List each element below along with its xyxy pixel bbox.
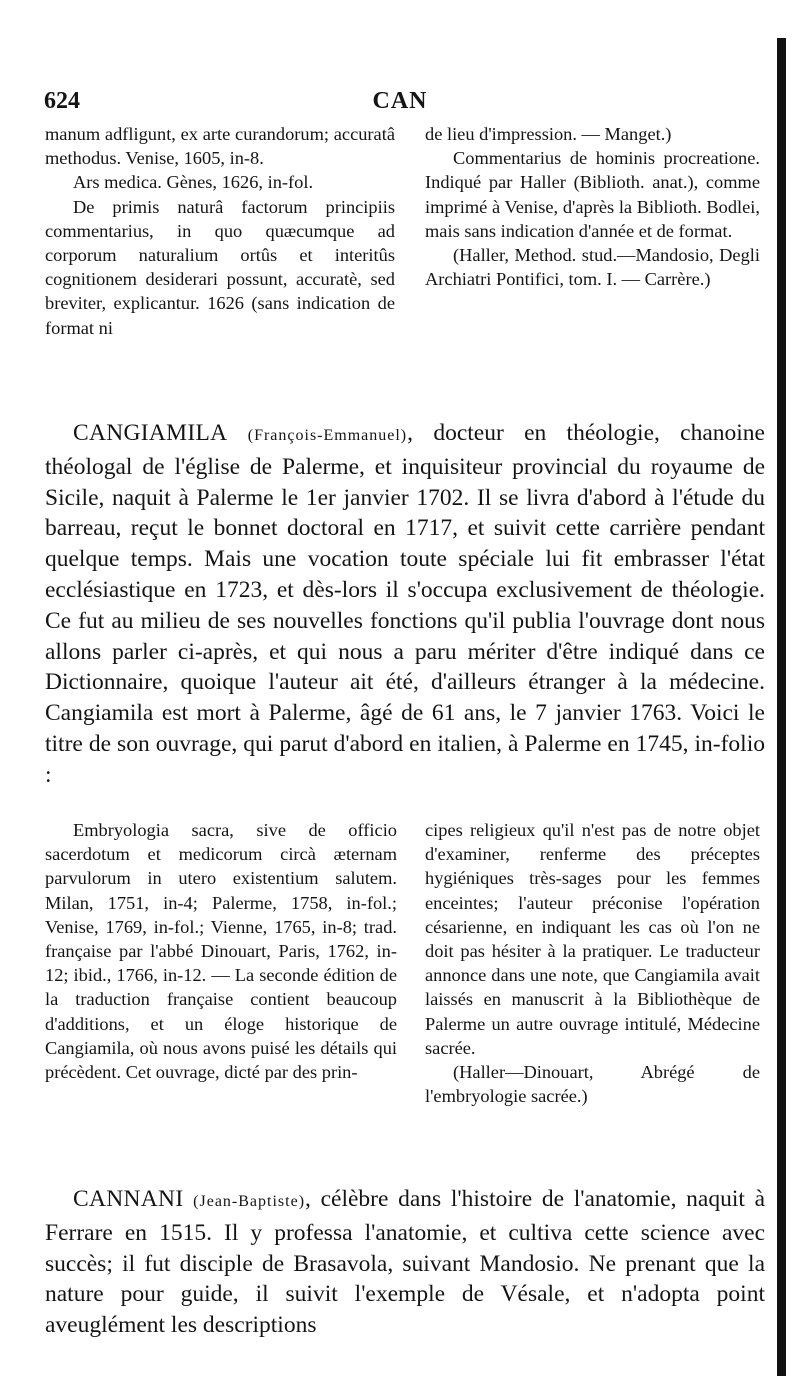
top-right-paragraph-1: de lieu d'impression. — Manget.) xyxy=(425,124,672,144)
entry-forenames: (François-Emmanuel) xyxy=(247,427,408,444)
entry-headword: CANGIAMILA xyxy=(73,420,228,446)
entry-cangiamila xyxy=(45,418,765,791)
running-head xyxy=(0,88,760,118)
mid-right-column xyxy=(425,818,760,1108)
mid-left-paragraph-1: Embryologia sacra, sive de officio sacerdotum et medicorum circà æternam parvulorum in utero existentium salutem. Milan, 1751, in-4; Palerme, 1758, in-fol.; Venise, 1769, in-fol.; Vienne, 1765, in-8; trad. française par l'abbé Dinouart, Paris, 1762, in-12; ibid., 1766, in-12. — La seconde édition de la traduction française contient beaucoup d'additions, et un éloge historique de Cangiamila, où nous avons puisé les détails qui précèdent. Cet ouvrage, dicté par des prin- xyxy=(45,820,397,1083)
mid-left-column xyxy=(45,818,397,1084)
mid-right-paragraph-1: cipes religieux qu'il n'est pas de notre objet d'examiner, renferme des préceptes hygiéniques très-sages pour les femmes enceintes; l'auteur préconise l'opération césarienne, en indiquant les cas où l'on ne doit pas hésiter à la pratiquer. Le traducteur annonce dans une note, que Cangiamila avait laissés en manuscrit à la Bibliothèque de Palerme un autre ouvrage intitulé, Médecine sacrée. xyxy=(425,820,760,1058)
running-title: CAN xyxy=(372,88,428,114)
entry-body: , docteur en théologie, chanoine théologal de l'église de Palerme, et inquisiteur provincial du royaume de Sicile, naquit à Palerme le 1er janvier 1702. Il se livra d'abord à l'étude du barreau, reçut le bonnet doctoral en 1717, et suivit cette carrière pendant quelque temps. Mais une vocation toute spéciale lui fit embrasser l'état ecclésiastique en 1723, et dès-lors il s'occupa exclusivement de théologie. Ce fut au milieu de ses nouvelles fonctions qu'il publia l'ouvrage dont nous allons parler ci-après, et qui nous a paru mériter d'être indiqué dans ce Dictionnaire, quoique l'auteur ait été, d'ailleurs étranger à la médecine. Cangiamila est mort à Palerme, âgé de 61 ans, le 7 janvier 1763. Voici le titre de son ouvrage, qui parut d'abord en italien, à Palerme en 1745, in-folio : xyxy=(45,420,765,788)
entry-headword: CANNANI xyxy=(73,1186,184,1212)
entry-forenames: (Jean-Baptiste) xyxy=(193,1193,306,1210)
top-left-paragraph-2: Ars medica. Gènes, 1626, in-fol. xyxy=(73,172,314,193)
entry-body: , célèbre dans l'histoire de l'anatomie, naquit à Ferrare en 1515. Il y professa l'anatomie, et cultiva cette science avec succès; il fut disciple de Brasavola, suivant Mandosio. Ne prenant que la nature pour guide, il suivit l'exemple de Vésale, et n'adopta point aveuglément les descriptions xyxy=(45,1186,766,1339)
top-right-paragraph-3: (Haller, Method. stud.—Mandosio, Degli Archiatri Pontifici, tom. I. — Carrère.) xyxy=(425,245,760,290)
top-left-paragraph-1: manum adfligunt, ex arte curandorum; accuratâ methodus. Venise, 1605, in-8. xyxy=(45,124,395,169)
top-left-column xyxy=(45,122,395,340)
scan-binding-edge xyxy=(777,38,786,1376)
top-left-paragraph-3: De primis naturâ factorum principiis commentarius, in quo quæcumque ad corporum naturalium ortûs et interitûs cognitionem desiderari possunt, accuratè, sed breviter, explicantur. 1626 (sans indication de format ni xyxy=(45,196,395,338)
mid-right-paragraph-2: (Haller—Dinouart, Abrégé de l'embryologie sacrée.) xyxy=(425,1062,760,1107)
top-right-paragraph-2: Commentarius de hominis procreatione. Indiqué par Haller (Biblioth. anat.), comme imprimé à Venise, d'après la Biblioth. Bodlei, mais sans indication d'année et de format. xyxy=(425,148,760,241)
entry-cannani xyxy=(45,1184,765,1341)
top-right-column xyxy=(425,122,760,291)
page-number: 624 xyxy=(44,88,80,114)
